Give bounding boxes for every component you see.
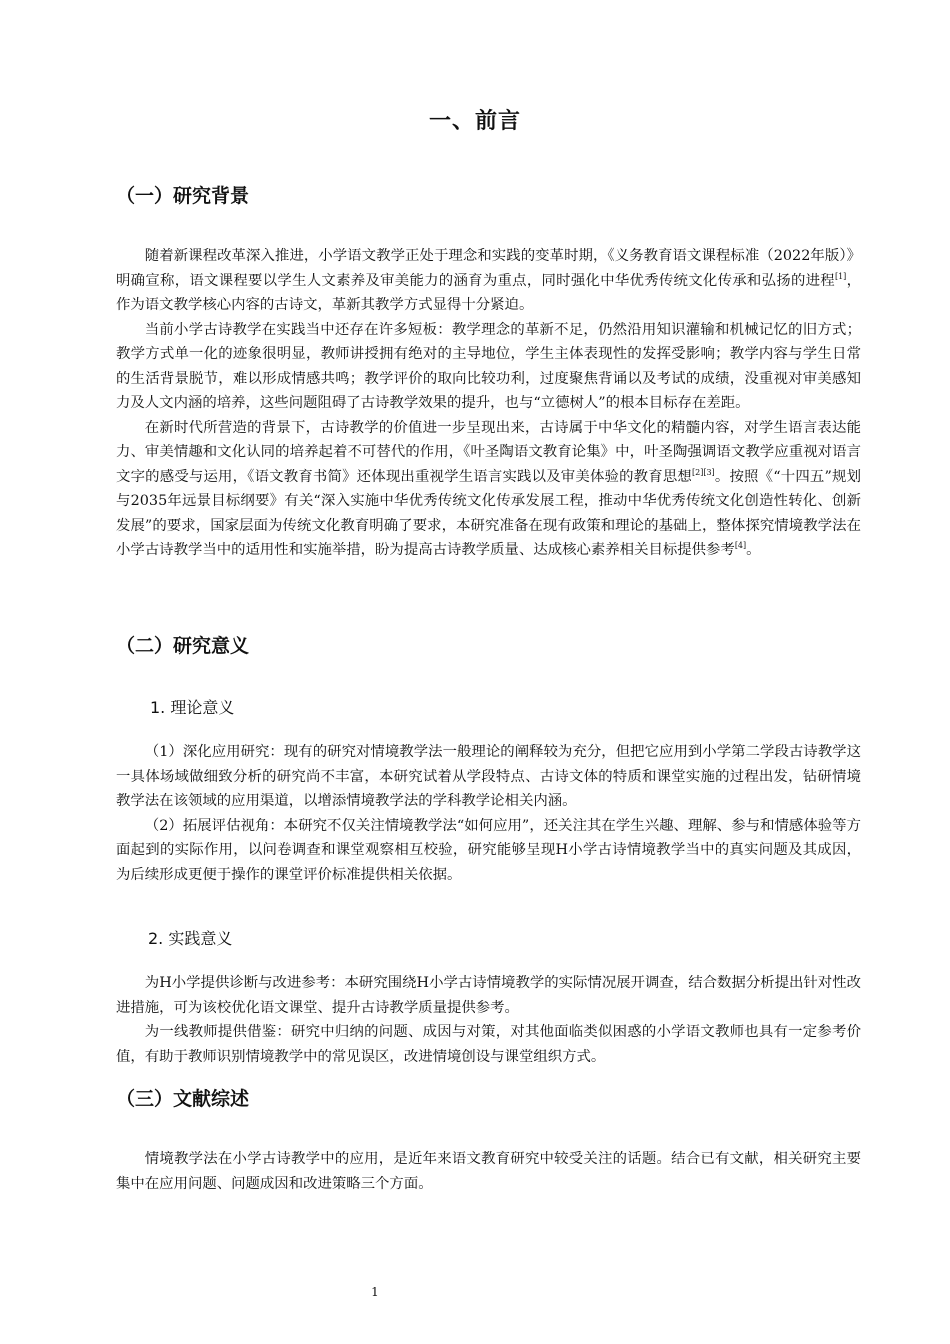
section-heading-literature-review: （三）文献综述 [116, 1088, 250, 1110]
section-heading-background: （一）研究背景 [116, 185, 250, 207]
subsection-practice-body [116, 971, 861, 1069]
paragraph: 当前小学古诗教学在实践当中还存在许多短板：教学理念的革新不足，仍然沿用知识灌输和机械记忆的旧方式；教学方式单一化的迹象很明显，教师讲授拥有绝对的主导地位，学生主体表现性的发挥受影响；教学内容与学生日常的生活背景脱节，难以形成情感共鸣；教学评价的取向比较功利，过度聚焦背诵以及考试的成绩，没重视对审美感知力及人文内涵的培养，这些问题阻碍了古诗教学效果的提升，也与“立德树人”的根本目标存在差距。 [116, 321, 861, 411]
paragraph: 随着新课程改革深入推进，小学语文教学正处于理念和实践的变革时期，《义务教育语文课程标准（2022年版）》明确宣称，语文课程要以学生人文素养及审美能力的涵育为重点，同时强化中华优秀传统文化传承和弘扬的进程[1]，作为语文教学核心内容的古诗文，革新其教学方式显得十分紧迫。 [116, 248, 861, 313]
paragraph: （2）拓展评估视角：本研究不仅关注情境教学法“如何应用”，还关注其在学生兴趣、理解、参与和情感体验等方面起到的实际作用，以问卷调查和课堂观察相互校验，研究能够呈现H小学古诗情境教学当中的真实问题及其成因，为后续形成更便于操作的课堂评价标准提供相关依据。 [116, 817, 861, 883]
page-number: 1 [371, 1285, 379, 1299]
citation[interactable]: [2][3] [692, 467, 715, 477]
section-background-body [116, 244, 861, 563]
paragraph: 情境教学法在小学古诗教学中的应用，是近年来语文教育研究中较受关注的话题。结合已有文献，相关研究主要集中在应用问题、问题成因和改进策略三个方面。 [116, 1151, 861, 1192]
paragraph: 为H小学提供诊断与改进参考：本研究围绕H小学古诗情境教学的实际情况展开调查，结合数据分析提出针对性改进措施，可为该校优化语文课堂、提升古诗教学质量提供参考。 [116, 975, 861, 1016]
section-heading-significance: （二）研究意义 [116, 635, 250, 657]
section-literature-body [116, 1147, 861, 1196]
subsection-theory-body [116, 740, 861, 887]
paragraph: 在新时代所营造的背景下，古诗教学的价值进一步呈现出来，古诗属于中华文化的精髓内容，对学生语言表达能力、审美情趣和文化认同的培养起着不可替代的作用，《叶圣陶语文教育论集》中，叶圣陶强调语文教学应重视对语言文字的感受与运用，《语文教育书简》还体现出重视学生语言实践以及审美体验的教育思想[2][3]。按照《“十四五”规划与2035年远景目标纲要》有关“深入实施中华优秀传统文化传承发展工程，推动中华优秀传统文化创造性转化、创新发展”的要求，国家层面为传统文化教育明确了要求，本研究准备在现有政策和理论的基础上，整体探究情境教学法在小学古诗教学当中的适用性和实施举措，盼为提高古诗教学质量、达成核心素养相关目标提供参考[4]。 [116, 419, 862, 558]
chapter-title: 一、前言 [428, 109, 521, 134]
paragraph: 为一线教师提供借鉴：研究中归纳的问题、成因与对策，对其他面临类似困惑的小学语文教师也具有一定参考价值，有助于教师识别情境教学中的常见误区，改进情境创设与课堂组织方式。 [116, 1024, 861, 1065]
paragraph: （1）深化应用研究：现有的研究对情境教学法一般理论的阐释较为充分，但把它应用到小学第二学段古诗教学这一具体场域做细致分析的研究尚不丰富，本研究试着从学段特点、古诗文体的特质和课堂实施的过程出发，钻研情境教学法在该领域的应用渠道，以增添情境教学法的学科教学论相关内涵。 [116, 744, 861, 809]
subsection-heading-practice: 2. 实践意义 [148, 929, 233, 948]
citation[interactable]: [4] [734, 541, 747, 551]
subsection-heading-theory: 1. 理论意义 [150, 698, 235, 717]
citation[interactable]: [1] [834, 271, 847, 281]
